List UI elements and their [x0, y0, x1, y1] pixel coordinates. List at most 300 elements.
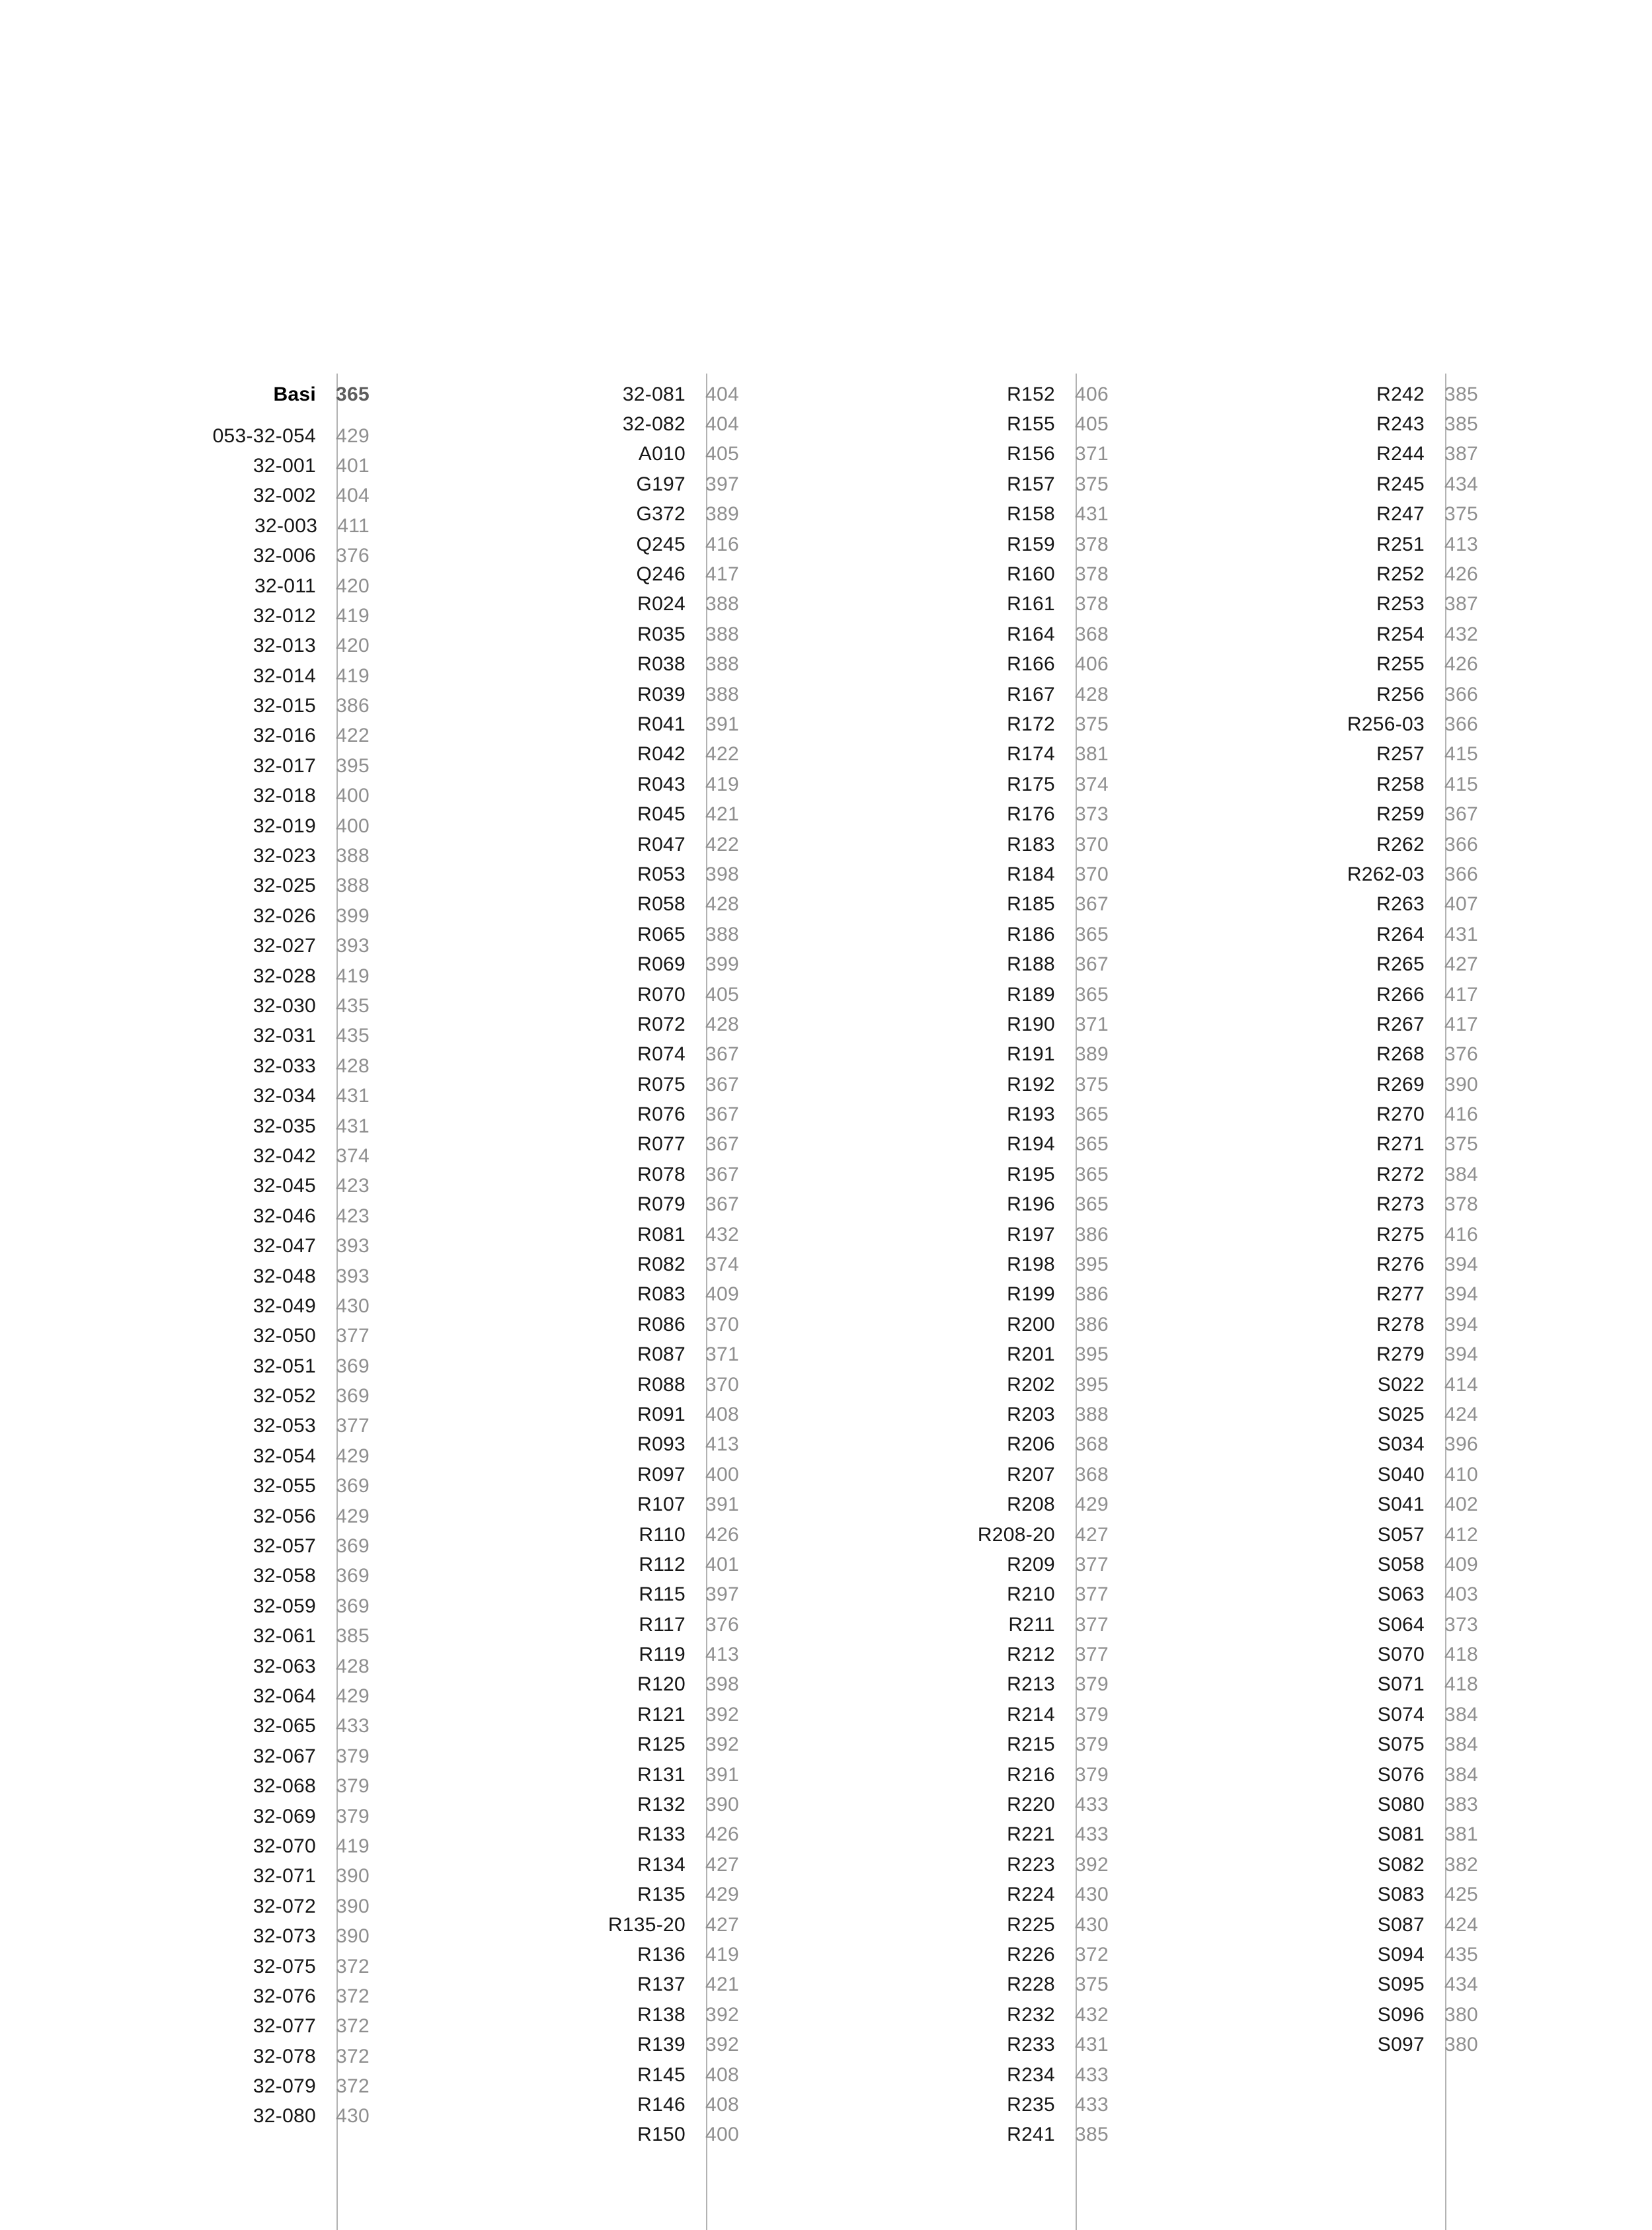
- page-number: 402: [1444, 1493, 1478, 1516]
- page-number: 427: [705, 1853, 739, 1876]
- index-row: [739, 1790, 1109, 1819]
- part-code: R125: [637, 1733, 686, 1756]
- index-row: [1109, 1370, 1478, 1400]
- index-row: [370, 1430, 739, 1460]
- part-code: 32-076: [253, 1985, 317, 2007]
- page-number: 434: [1444, 1973, 1478, 1996]
- page-number: 388: [336, 875, 370, 897]
- part-code: R088: [637, 1373, 686, 1396]
- index-row: [370, 1910, 739, 1940]
- index-row: [739, 1760, 1109, 1790]
- part-code: R045: [637, 803, 686, 826]
- page-number: 426: [705, 1823, 739, 1846]
- part-code: R197: [1007, 1223, 1056, 1246]
- page-number: 372: [336, 2045, 370, 2067]
- part-code: S083: [1377, 1884, 1425, 1906]
- index-row: [0, 1412, 370, 1441]
- index-row: [370, 1880, 739, 1910]
- index-row: [370, 1070, 739, 1099]
- index-row: [370, 1160, 739, 1189]
- index-row: [739, 770, 1109, 799]
- page-number: 416: [1444, 1103, 1478, 1126]
- page-number: 379: [1075, 1733, 1109, 1756]
- part-code: R121: [637, 1703, 686, 1726]
- page-number: 419: [336, 604, 370, 627]
- part-code: 32-048: [253, 1265, 317, 1287]
- page-number: 412: [1444, 1523, 1478, 1546]
- part-code: 32-056: [253, 1505, 317, 1527]
- part-code: S070: [1377, 1644, 1425, 1666]
- index-row: [0, 811, 370, 841]
- page-number: 399: [336, 904, 370, 927]
- part-code: R159: [1007, 533, 1056, 555]
- part-code: R277: [1376, 1283, 1425, 1306]
- index-row: [370, 1280, 739, 1310]
- part-code: R275: [1376, 1223, 1425, 1246]
- part-code: R228: [1007, 1973, 1056, 1996]
- index-row: [370, 2030, 739, 2059]
- page-number: 398: [705, 1673, 739, 1696]
- page-number: 429: [336, 1445, 370, 1467]
- part-code: R043: [637, 773, 686, 795]
- index-row: [370, 650, 739, 680]
- page-number: 431: [1444, 923, 1478, 945]
- part-code: R167: [1007, 683, 1056, 705]
- index-row: [370, 1670, 739, 1700]
- page-number: 419: [705, 1944, 739, 1966]
- part-code: R186: [1007, 923, 1056, 945]
- page-number: 371: [1075, 443, 1109, 465]
- index-row: [370, 1940, 739, 1970]
- index-row: [370, 1610, 739, 1640]
- index-row: [370, 2000, 739, 2030]
- part-code: R183: [1007, 833, 1056, 856]
- part-code: S022: [1377, 1373, 1425, 1396]
- index-row: [370, 2090, 739, 2120]
- part-code: R259: [1376, 803, 1425, 826]
- part-code: 32-046: [253, 1205, 317, 1227]
- page-number: 408: [705, 1403, 739, 1425]
- part-code: R158: [1007, 503, 1056, 526]
- index-row: [370, 1010, 739, 1039]
- page-number: 371: [1075, 1013, 1109, 1035]
- page-number: 365: [1075, 1193, 1109, 1216]
- page-number: 389: [1075, 1043, 1109, 1066]
- page-number: 393: [336, 935, 370, 957]
- part-code: G197: [636, 473, 686, 495]
- index-row: [739, 1820, 1109, 1850]
- index-row: [0, 1111, 370, 1141]
- index-row: [370, 1400, 739, 1429]
- page-number: 408: [705, 2063, 739, 2086]
- index-row: [0, 1172, 370, 1201]
- page-number: 384: [1444, 1733, 1478, 1756]
- page-number: 433: [336, 1715, 370, 1737]
- index-row: [0, 1741, 370, 1771]
- page-number: 368: [1075, 1433, 1109, 1456]
- page-number: 378: [1075, 593, 1109, 616]
- page-number: 421: [705, 803, 739, 826]
- page-number: 367: [1444, 803, 1478, 826]
- page-number: 367: [1075, 953, 1109, 976]
- index-row: [0, 1771, 370, 1801]
- part-code: R166: [1007, 653, 1056, 676]
- part-code: R221: [1007, 1823, 1056, 1846]
- part-code: R039: [637, 683, 686, 705]
- page-number: 421: [705, 1973, 739, 1996]
- index-row: [0, 661, 370, 691]
- part-code: 32-015: [253, 695, 317, 717]
- part-code: R190: [1007, 1013, 1056, 1035]
- index-row: [739, 1970, 1109, 2000]
- part-code: R041: [637, 713, 686, 735]
- index-row: [0, 541, 370, 571]
- part-code: 32-073: [253, 1925, 317, 1948]
- index-row: [1109, 1280, 1478, 1310]
- part-code: R245: [1376, 473, 1425, 495]
- part-code: 32-058: [253, 1565, 317, 1587]
- part-code: 32-055: [253, 1475, 317, 1497]
- page-number: 385: [336, 1625, 370, 1648]
- part-code: 32-071: [253, 1865, 317, 1888]
- page-number: 381: [1075, 743, 1109, 766]
- part-code: S080: [1377, 1794, 1425, 1816]
- part-code: R150: [637, 2124, 686, 2146]
- page-number: 365: [336, 383, 370, 405]
- index-row: [1109, 650, 1478, 680]
- index-row: [1109, 530, 1478, 559]
- page-number: 407: [1444, 893, 1478, 916]
- page-number: 388: [705, 593, 739, 616]
- index-row: [1109, 1580, 1478, 1610]
- index-row: [739, 1220, 1109, 1250]
- page-number: 366: [1444, 833, 1478, 856]
- part-code: 32-018: [253, 785, 317, 807]
- page-number: 395: [1075, 1254, 1109, 1276]
- page-number: 384: [1444, 1163, 1478, 1185]
- page-number: 405: [1075, 413, 1109, 436]
- page-number: 374: [336, 1144, 370, 1167]
- index-row: [1109, 1340, 1478, 1370]
- page-number: 395: [336, 754, 370, 777]
- index-row: [370, 1790, 739, 1819]
- page-number: 435: [1444, 1944, 1478, 1966]
- index-row: [370, 2060, 739, 2090]
- page-number: 403: [1444, 1583, 1478, 1606]
- index-row: [739, 1430, 1109, 1460]
- part-code: R208-20: [977, 1523, 1056, 1546]
- part-code: R215: [1007, 1733, 1056, 1756]
- page-number: 430: [336, 1294, 370, 1317]
- index-row: [0, 1921, 370, 1951]
- index-row: [1109, 1520, 1478, 1550]
- part-code: 32-017: [253, 754, 317, 777]
- index-row: [370, 1520, 739, 1550]
- part-code: R206: [1007, 1433, 1056, 1456]
- page-number: 428: [336, 1655, 370, 1677]
- page-number: 432: [705, 1223, 739, 1246]
- page-number: 400: [336, 785, 370, 807]
- part-code: R175: [1007, 773, 1056, 795]
- page-number: 428: [1075, 683, 1109, 705]
- page-number: 418: [1444, 1644, 1478, 1666]
- index-row: [1109, 440, 1478, 469]
- part-code: R199: [1007, 1283, 1056, 1306]
- page-number: 416: [1444, 1223, 1478, 1246]
- part-code: R270: [1376, 1103, 1425, 1126]
- part-code: R265: [1376, 953, 1425, 976]
- part-code: R196: [1007, 1193, 1056, 1216]
- index-row: [0, 1712, 370, 1741]
- page-number: 415: [1444, 743, 1478, 766]
- part-code: R097: [637, 1463, 686, 1486]
- part-code: 32-053: [253, 1415, 317, 1437]
- part-code: R268: [1376, 1043, 1425, 1066]
- index-row: [370, 770, 739, 799]
- page-number: 430: [1075, 1913, 1109, 1936]
- page-number: 377: [1075, 1644, 1109, 1666]
- index-row: [739, 559, 1109, 589]
- page-number: 423: [336, 1205, 370, 1227]
- index-row: [0, 1441, 370, 1471]
- page-number: 409: [705, 1283, 739, 1306]
- page-number: 378: [1075, 563, 1109, 586]
- part-code: R038: [637, 653, 686, 676]
- index-row: [1109, 890, 1478, 920]
- part-code: R198: [1007, 1254, 1056, 1276]
- page-number: 420: [336, 635, 370, 657]
- part-code: 32-012: [253, 604, 317, 627]
- index-row: [0, 481, 370, 511]
- part-code: R243: [1376, 413, 1425, 436]
- page-number: 427: [1075, 1523, 1109, 1546]
- part-code: R146: [637, 2093, 686, 2116]
- index-row: [1109, 1670, 1478, 1700]
- part-code: R264: [1376, 923, 1425, 945]
- part-code: R075: [637, 1073, 686, 1095]
- page-number: 435: [336, 1025, 370, 1047]
- page-number: 388: [1075, 1403, 1109, 1425]
- index-row: [0, 1892, 370, 1921]
- part-code: R224: [1007, 1884, 1056, 1906]
- part-code: R120: [637, 1673, 686, 1696]
- part-code: R225: [1007, 1913, 1056, 1936]
- part-code: S097: [1377, 2034, 1425, 2056]
- index-row: [739, 440, 1109, 469]
- part-code: R132: [637, 1794, 686, 1816]
- page-number: 370: [1075, 833, 1109, 856]
- part-code: S071: [1377, 1673, 1425, 1696]
- index-row: [1109, 1910, 1478, 1940]
- part-code: R255: [1376, 653, 1425, 676]
- part-code: 32-030: [253, 995, 317, 1017]
- page-number: 377: [1075, 1613, 1109, 1636]
- index-row: [0, 1981, 370, 2011]
- index-row: [0, 751, 370, 781]
- part-code: R152: [1007, 383, 1056, 405]
- index-row: [370, 890, 739, 920]
- index-row: [0, 691, 370, 721]
- index-row: [370, 859, 739, 889]
- index-row: [1109, 1250, 1478, 1279]
- page-number: 413: [705, 1644, 739, 1666]
- index-row: [739, 1670, 1109, 1700]
- part-code: R086: [637, 1313, 686, 1335]
- index-row: [739, 799, 1109, 829]
- index-row: [1109, 1970, 1478, 2000]
- index-row: [739, 1040, 1109, 1070]
- part-code: S095: [1377, 1973, 1425, 1996]
- page-number: 419: [336, 965, 370, 987]
- index-row: [370, 680, 739, 709]
- part-code: R200: [1007, 1313, 1056, 1335]
- part-code: R252: [1376, 563, 1425, 586]
- part-code: 32-013: [253, 635, 317, 657]
- index-row: [739, 2000, 1109, 2030]
- page-number: 430: [336, 2105, 370, 2128]
- index-row: [739, 469, 1109, 499]
- page-number: 368: [1075, 1463, 1109, 1486]
- part-code: R269: [1376, 1073, 1425, 1095]
- page-number: 370: [705, 1373, 739, 1396]
- page-number: 393: [336, 1265, 370, 1287]
- index-row: [0, 1021, 370, 1051]
- page-number: 417: [705, 563, 739, 586]
- index-row: [370, 1040, 739, 1070]
- page-number: 392: [705, 2034, 739, 2056]
- index-row: [0, 871, 370, 901]
- index-row: [0, 631, 370, 661]
- page-number: 393: [336, 1235, 370, 1257]
- part-code: S057: [1377, 1523, 1425, 1546]
- page-number: 367: [705, 1043, 739, 1066]
- index-row: [370, 500, 739, 530]
- index-row: [739, 1490, 1109, 1519]
- index-row: [0, 1531, 370, 1561]
- part-code: 32-061: [253, 1625, 317, 1648]
- page-number: 381: [1444, 1823, 1478, 1846]
- page-number: 366: [1444, 863, 1478, 885]
- page-number: 388: [705, 653, 739, 676]
- part-code: S034: [1377, 1433, 1425, 1456]
- index-row: [739, 2120, 1109, 2150]
- part-code: R076: [637, 1103, 686, 1126]
- part-code: 32-078: [253, 2045, 317, 2067]
- part-code: 32-075: [253, 1955, 317, 1977]
- page-number: 372: [336, 2075, 370, 2098]
- index-row: [370, 1190, 739, 1220]
- index-row: [370, 590, 739, 619]
- part-code: R216: [1007, 1763, 1056, 1786]
- index-row: [739, 1610, 1109, 1640]
- index-row: [370, 1310, 739, 1339]
- page-number: 419: [336, 664, 370, 687]
- part-code: 32-081: [622, 383, 686, 405]
- index-row: [1109, 1160, 1478, 1189]
- index-row: [739, 1460, 1109, 1490]
- index-row: [739, 619, 1109, 649]
- page-number: 388: [705, 623, 739, 645]
- page-number: 385: [1075, 2124, 1109, 2146]
- page-number: 391: [705, 713, 739, 735]
- page-number: 413: [705, 1433, 739, 1456]
- index-row: [739, 1520, 1109, 1550]
- index-row: [0, 841, 370, 871]
- page-number: 428: [336, 1055, 370, 1077]
- part-code: 32-079: [253, 2075, 317, 2098]
- index-row: [0, 1472, 370, 1501]
- part-code: R273: [1376, 1193, 1425, 1216]
- page-number: 384: [1444, 1763, 1478, 1786]
- index-column: [0, 374, 370, 2230]
- part-code: R119: [639, 1644, 686, 1666]
- page-number: 369: [336, 1595, 370, 1617]
- page-number: 376: [336, 545, 370, 567]
- index-row: [739, 980, 1109, 1010]
- page-number: 379: [1075, 1703, 1109, 1726]
- index-row: [739, 1910, 1109, 1940]
- page-number: 385: [1444, 383, 1478, 405]
- page-number: 376: [705, 1613, 739, 1636]
- index-row: [0, 1231, 370, 1261]
- page-number: 401: [336, 454, 370, 477]
- index-row: [370, 1850, 739, 1880]
- index-row: [1109, 1700, 1478, 1730]
- index-row: [0, 2012, 370, 2042]
- part-code: R074: [637, 1043, 686, 1066]
- part-code: R069: [637, 953, 686, 976]
- part-code: 32-035: [253, 1115, 317, 1137]
- part-code: 32-057: [253, 1535, 317, 1558]
- part-code: 32-014: [253, 664, 317, 687]
- index-row: [739, 1010, 1109, 1039]
- part-code: R137: [637, 1973, 686, 1996]
- index-row: [1109, 1820, 1478, 1850]
- part-code: R210: [1007, 1583, 1056, 1606]
- index-row: [0, 1141, 370, 1171]
- page-number: 399: [705, 953, 739, 976]
- part-code: R212: [1007, 1644, 1056, 1666]
- index-row: [0, 421, 370, 451]
- page-number: 382: [1444, 1853, 1478, 1876]
- index-row: [1109, 409, 1478, 439]
- index-row: [1109, 709, 1478, 739]
- part-code: R266: [1376, 983, 1425, 1006]
- page-number: 389: [705, 503, 739, 526]
- part-code: R081: [637, 1223, 686, 1246]
- part-code: 32-077: [253, 2015, 317, 2038]
- index-row: [1109, 1880, 1478, 1910]
- page-number: 401: [705, 1553, 739, 1575]
- page-number: 367: [705, 1073, 739, 1095]
- page-number: 378: [1444, 1193, 1478, 1216]
- page-number: 433: [1075, 1794, 1109, 1816]
- page-number: 420: [336, 575, 370, 597]
- page-number: 373: [1444, 1613, 1478, 1636]
- part-code: 32-080: [253, 2105, 317, 2128]
- page-number: 413: [1444, 533, 1478, 555]
- part-code: R253: [1376, 593, 1425, 616]
- part-code: R244: [1376, 443, 1425, 465]
- page-number: 429: [1075, 1493, 1109, 1516]
- part-code: 32-051: [253, 1355, 317, 1377]
- page-number: 429: [336, 424, 370, 447]
- part-code: S074: [1377, 1703, 1425, 1726]
- index-row: [0, 1051, 370, 1081]
- index-row: [1109, 559, 1478, 589]
- index-row: [1109, 2030, 1478, 2059]
- index-columns: [0, 374, 1652, 2230]
